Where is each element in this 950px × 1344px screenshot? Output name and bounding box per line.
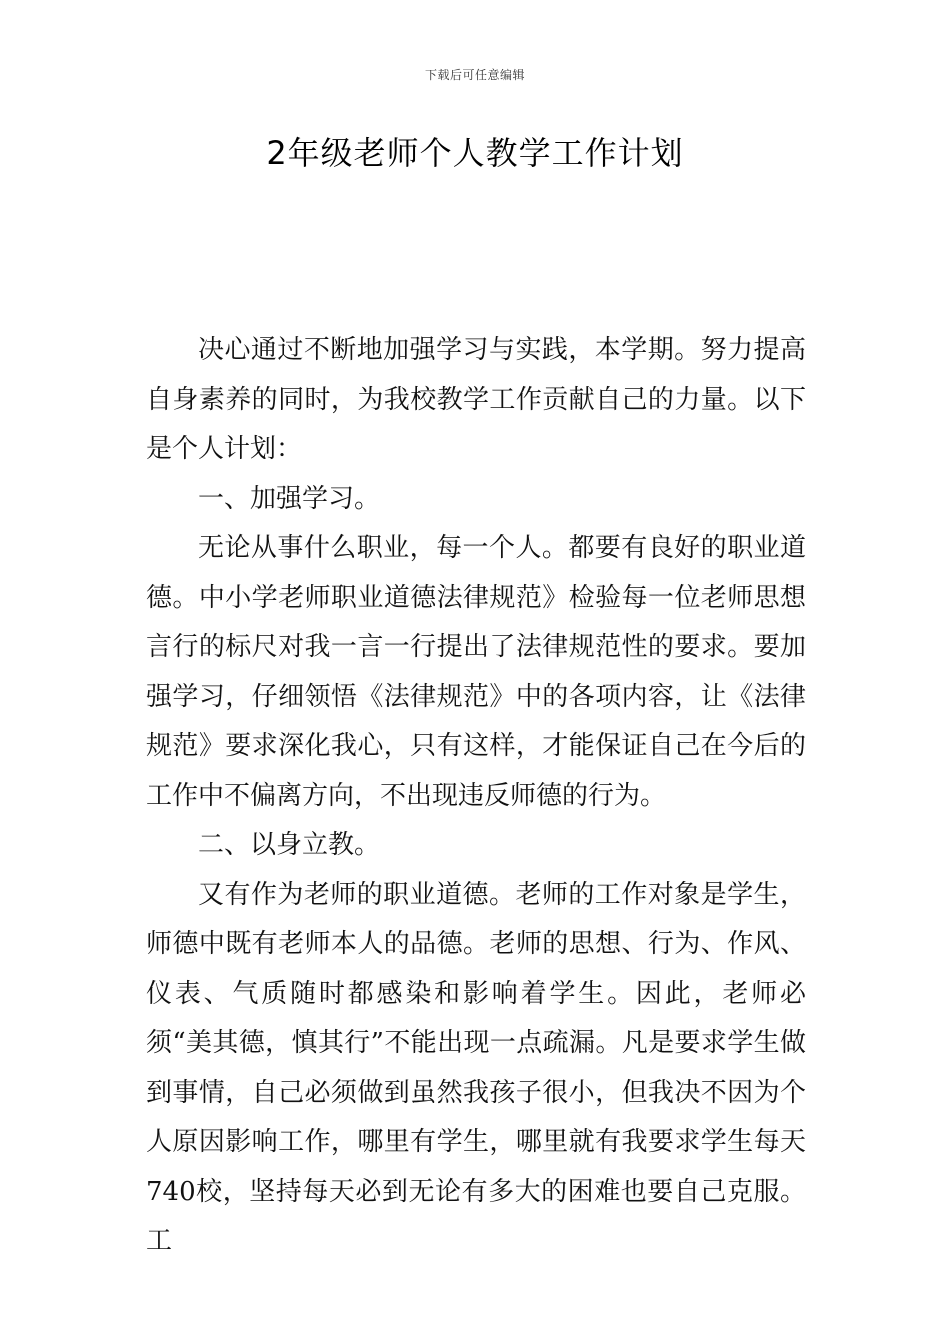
section-heading-2: 二、以身立教。: [198, 830, 381, 860]
paragraph-section-1: 无论从事什么职业，每一个人。都要有良好的职业道德。中小学老师职业道德法律规范》检验每一位老师思想言行的标尺对我一言一行提出了法律规范性的要求。要加强学习，仔细领悟《法律规范》中的各项内容，让《法律规范》要求深化我心，只有这样，才能保证自己在今后的工作中不偏离方向，不出现违反师德的行为。: [146, 533, 806, 811]
document-body: [146, 326, 806, 1267]
section-heading-1: 一、加强学习。: [198, 483, 381, 514]
document-title: 2年级老师个人教学工作计划: [266, 134, 684, 172]
paragraph-intro: 决心通过不断地加强学习与实践，本学期。努力提高自身素养的同时，为我校教学工作贡献自己的力量。以下是个人计划：: [146, 335, 806, 464]
paragraph-section-2: 又有作为老师的职业道德。老师的工作对象是学生，师德中既有老师本人的品德。老师的思想、行为、作风、仪表、气质随时都感染和影响着学生。因此，老师必须“美其德，慎其行”不能出现一点疏漏。凡是要求学生做到事情，自己必须做到虽然我孩子很小，但我决不因为个人原因影响工作，哪里有学生，哪里就有我要求学生每天740校，坚持每天必到无论有多大的困难也要自己克服。工: [146, 879, 806, 1256]
header-note: 下载后可任意编辑: [424, 68, 525, 82]
